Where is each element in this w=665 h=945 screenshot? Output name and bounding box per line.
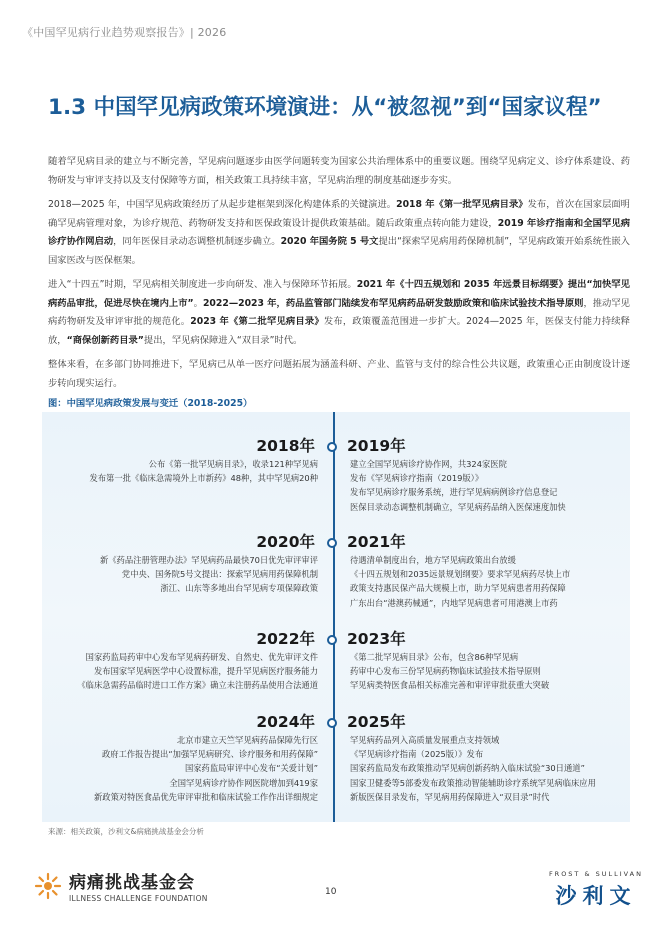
year-items <box>350 553 570 610</box>
timeline-node-dot <box>327 718 337 728</box>
text-run: 提出，罕见病保障进入“双目录”时代。 <box>143 334 303 346</box>
text-run: 发布，政策覆盖范围进一步扩大。2024—2025 年，医保支付能力持续释放， <box>48 316 630 346</box>
paragraph-3 <box>48 276 630 350</box>
year-items <box>350 457 566 514</box>
timeline-item: 罕见病类特医食品相关标准完善和审评审批获重大突破 <box>350 680 550 691</box>
illness-challenge-logo <box>33 868 208 903</box>
source-note: 来源：相关政策，沙利文&病痛挑战基金会分析 <box>48 827 204 836</box>
timeline-item: 政府工作报告提出“加强罕见病研究、诊疗服务和用药保障” <box>101 749 318 760</box>
text-run: 2018—2025 年，中国罕见病政策经历了从起步建框架到深化构建体系的关键演进。 <box>48 199 397 210</box>
timeline-node-dot <box>327 442 337 452</box>
timeline-node-dot <box>327 635 337 645</box>
timeline-item: 发布《罕见病诊疗指南（2019版）》 <box>350 473 484 484</box>
year-label: 2025年 <box>347 713 406 731</box>
text-run: 进入“十四五”时期，罕见病相关制度进一步向研发、准入与保障环节拓展。 <box>48 279 357 290</box>
emphasis-text: 2023 年《第二批罕见病目录》 <box>190 316 324 327</box>
timeline-item: 医保目录动态调整机制确立，罕见病药品纳入医保速度加快 <box>350 501 566 512</box>
year-items <box>350 733 596 804</box>
frost-sullivan-name-en: FROST & SULLIVAN <box>548 870 643 878</box>
timeline-item: 全国罕见病诊疗协作网医院增加到419家 <box>169 777 318 788</box>
year-label: 2020年 <box>256 533 315 551</box>
foundation-name-en: ILLNESS CHALLENGE FOUNDATION <box>69 894 208 903</box>
timeline-item: 发布国家罕见病医学中心设置标准，提升罕见病医疗服务能力 <box>93 666 318 677</box>
year-label: 2021年 <box>347 533 406 551</box>
timeline-item: 党中央、国务院5号文提出：探索罕见病用药保障机制 <box>121 569 318 580</box>
year-items <box>94 733 318 804</box>
timeline-item: 新《药品注册管理办法》罕见病药品最快70日优先审评审评 <box>100 555 318 565</box>
timeline-item: 国家药监局药审中心发布罕见病药研发、自然史、优先审评文件 <box>85 652 318 662</box>
emphasis-text: 提出“加快罕见病药品审批，促进尽快在境内上市” <box>48 279 630 309</box>
timeline-item: 药审中心发布三份罕见病药物临床试验技术指导原则 <box>350 666 541 677</box>
page-number: 10 <box>325 887 337 897</box>
year-label: 2024年 <box>256 713 315 731</box>
paragraph-2 <box>48 196 630 270</box>
year-items <box>89 457 318 485</box>
timeline-item: 《临床急需药品临时进口工作方案》确立未注册药品使用合法通道 <box>77 680 318 691</box>
timeline-item: 政策支持惠民保产品大规模上市，助力罕见病患者用药保障 <box>350 583 566 594</box>
timeline-item: 国家卫健委等5部委发布政策推动智能辅助诊疗系统罕见病临床应用 <box>350 777 596 788</box>
timeline-item: 国家药监局审评中心发布“关爱计划” <box>184 763 318 774</box>
frost-sullivan-logo <box>549 870 643 910</box>
timeline-item: 广东出台“港澳药械通”，内地罕见病患者可用港澳上市药 <box>350 597 558 608</box>
emphasis-text: “商保创新药目录” <box>66 334 144 346</box>
timeline-item: 浙江、山东等多地出台罕见病专项保障政策 <box>160 583 318 594</box>
text-run: 提出“探索罕见病用药保障机制”，罕见病政策开始系统性嵌入国家医改与医保框架。 <box>48 236 630 266</box>
timeline-item: 《第二批罕见病目录》公布，包含86种罕见病 <box>350 652 519 662</box>
paragraph-4: 整体来看，在多部门协同推进下，罕见病已从单一医疗问题拓展为涵盖科研、产业、监管与支付的综合性公共议题，政策重心正由制度设计逐步转向现实运行。 <box>48 359 630 389</box>
timeline-item: 新版医保目录发布，罕见病用药保障进入“双目录”时代 <box>350 791 550 802</box>
policy-timeline <box>42 412 630 822</box>
year-items <box>100 553 318 596</box>
text-run: 发布，首次在国家层面明确罕见病管理对象，为诊疗规范、药物研发支持和医保政策设计提供政策基础。随后政策重点转向能力建设， <box>48 199 630 229</box>
timeline-item: 发布第一批《临床急需境外上市新药》48种，其中罕见病20种 <box>89 473 318 484</box>
timeline-item: 公布《第一批罕见病目录》，收录121种罕见病 <box>148 459 318 469</box>
year-label: 2018年 <box>256 437 315 455</box>
foundation-name-cn: 病痛挑战基金会 <box>69 873 195 893</box>
sunburst-logo-icon <box>33 871 63 901</box>
timeline-item: 《十四五规划和2035远景规划纲要》要求罕见病药尽快上市 <box>350 569 571 580</box>
text-run: 。 <box>193 297 203 309</box>
year-label: 2023年 <box>347 630 406 648</box>
text-run: ，同年医保目录动态调整机制逐步确立。 <box>113 236 281 247</box>
timeline-axis <box>333 412 335 822</box>
timeline-item: 《罕见病诊疗指南（2025版）》发布 <box>350 749 484 760</box>
emphasis-text: 2022—2023 年，药品监管部门陆续发布罕见病药品研发鼓励政策和临床试验技术指导原则 <box>202 297 584 309</box>
year-label: 2019年 <box>347 437 406 455</box>
timeline-item: 待遇清单制度出台，地方罕见病政策出台放缓 <box>350 555 516 565</box>
timeline-item: 罕见病药品列入高质量发展重点支持领域 <box>350 735 500 745</box>
timeline-node-dot <box>327 538 337 548</box>
figure-title: 图：中国罕见病政策发展与变迁（2018-2025） <box>48 395 630 413</box>
emphasis-text: 2020 年国务院 5 号文 <box>280 236 379 247</box>
year-label: 2022年 <box>256 630 315 648</box>
emphasis-text: 2021 年《十四五规划和 2035 年远景目标纲要》 <box>356 279 568 290</box>
timeline-item: 发布罕见病诊疗服务系统，进行罕见病病例诊疗信息登记 <box>350 487 558 498</box>
timeline-item: 新政策对特医食品优先审评审批和临床试验工作作出详细规定 <box>93 791 318 802</box>
year-items <box>350 650 549 693</box>
frost-sullivan-name-cn: 沙利文 <box>555 884 637 908</box>
running-header: 《中国罕见病行业趋势观察报告》| 2026 <box>22 26 227 39</box>
paragraph-1: 随着罕见病目录的建立与不断完善，罕见病问题逐步由医学问题转变为国家公共治理体系中的重要议题。围绕罕见病定义、诊疗体系建设、药物研发与审评支持以及支付保障等方面，相关政策工具持续丰富，罕见病治理的制度基础逐步夯实。 <box>48 156 630 186</box>
year-items <box>77 650 318 693</box>
emphasis-text: 2018 年《第一批罕见病目录》 <box>396 199 528 210</box>
emphasis-text: 2019 年诊疗指南和全国罕见病诊疗协作网启动 <box>48 217 630 247</box>
text-run: ，推动罕见病药物研发及审评审批的规范化。 <box>48 297 630 327</box>
timeline-item: 北京市建立天竺罕见病药品保障先行区 <box>176 735 318 745</box>
timeline-item: 国家药监局发布政策推动罕见病创新药纳入临床试验“30日通道” <box>350 763 585 774</box>
section-title: 1.3 中国罕见病政策环境演进：从“被忽视”到“国家议程” <box>48 95 602 120</box>
body-text <box>48 153 630 399</box>
timeline-item: 建立全国罕见病诊疗协作网，共324家医院 <box>350 459 507 469</box>
